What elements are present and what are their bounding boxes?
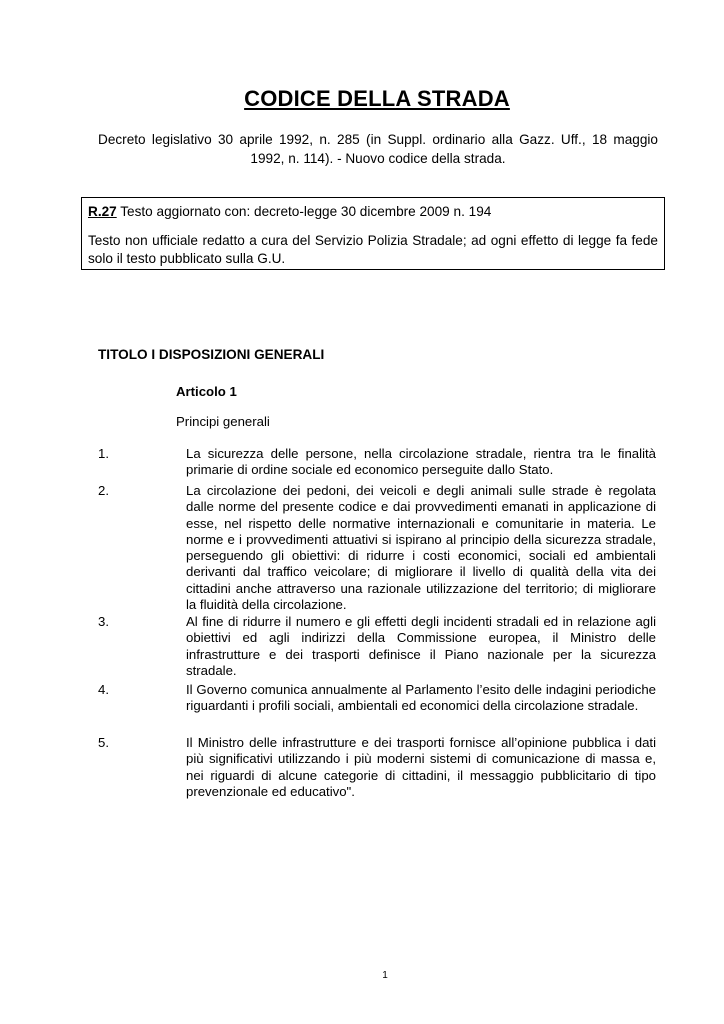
article-subtitle: Principi generali: [176, 414, 270, 429]
section-heading: TITOLO I DISPOSIZIONI GENERALI: [98, 347, 325, 362]
paragraph-number: 5.: [98, 735, 109, 750]
paragraph-number: 2.: [98, 483, 109, 498]
disclaimer-text: Testo non ufficiale redatto a cura del Servizio Polizia Stradale; ad ogni effetto di legge fa fede solo il testo pubblicato sulla G.U.: [88, 233, 658, 266]
update-notice-box: [81, 197, 665, 270]
update-text: Testo aggiornato con: decreto-legge 30 dicembre 2009 n. 194: [116, 204, 492, 219]
paragraph-number: 4.: [98, 682, 109, 697]
paragraph-text: Il Governo comunica annualmente al Parlamento l’esito delle indagini periodiche riguardanti i profili sociali, ambientali ed economici della circolazione stradale.: [186, 682, 656, 714]
revision-ref: R.27: [88, 204, 117, 219]
page-number: 1: [382, 970, 388, 981]
update-line: [88, 203, 658, 221]
document-title: CODICE DELLA STRADA: [244, 86, 510, 111]
article-heading: Articolo 1: [176, 384, 237, 399]
decree-reference: Decreto legislativo 30 aprile 1992, n. 285 (in Suppl. ordinario alla Gazz. Uff., 18 maggio 1992, n. 114). - Nuovo codice della strada.: [98, 132, 658, 166]
paragraph-text: La sicurezza delle persone, nella circolazione stradale, rientra tra le finalità primarie di ordine sociale ed economico perseguite dallo Stato.: [186, 446, 656, 478]
paragraph-number: 3.: [98, 614, 109, 629]
paragraph-text: Al fine di ridurre il numero e gli effetti degli incidenti stradali ed in relazione agli obiettivi ed agli indirizzi della Commissione europea, il Ministro delle infrastrutture e dei trasporti definisce il Piano nazionale per la sicurezza stradale.: [186, 614, 656, 678]
paragraph-text: Il Ministro delle infrastrutture e dei trasporti fornisce all’opinione pubblica i dati più significativi utilizzando i più moderni sistemi di comunicazione di massa e, nei riguardi di alcune categorie di cittadini, il messaggio pubblicitario di tipo prevenzionale ed educativo".: [186, 735, 656, 799]
paragraph-text: La circolazione dei pedoni, dei veicoli e degli animali sulle strade è regolata dalle norme del presente codice e dai provvedimenti emanati in applicazione di esse, nel rispetto delle normative internazionali e comunitarie in materia. Le norme e i provvedimenti attuativi si ispirano al principio della sicurezza stradale, perseguendo gli obiettivi: di ridurre i costi economici, sociali ed ambientali derivanti dal traffico veicolare; di migliorare il livello di qualità della vita dei cittadini anche attraverso una razionale utilizzazione del territorio; di migliorare la fluidità della circolazione.: [186, 483, 656, 613]
paragraph-number: 1.: [98, 446, 109, 461]
